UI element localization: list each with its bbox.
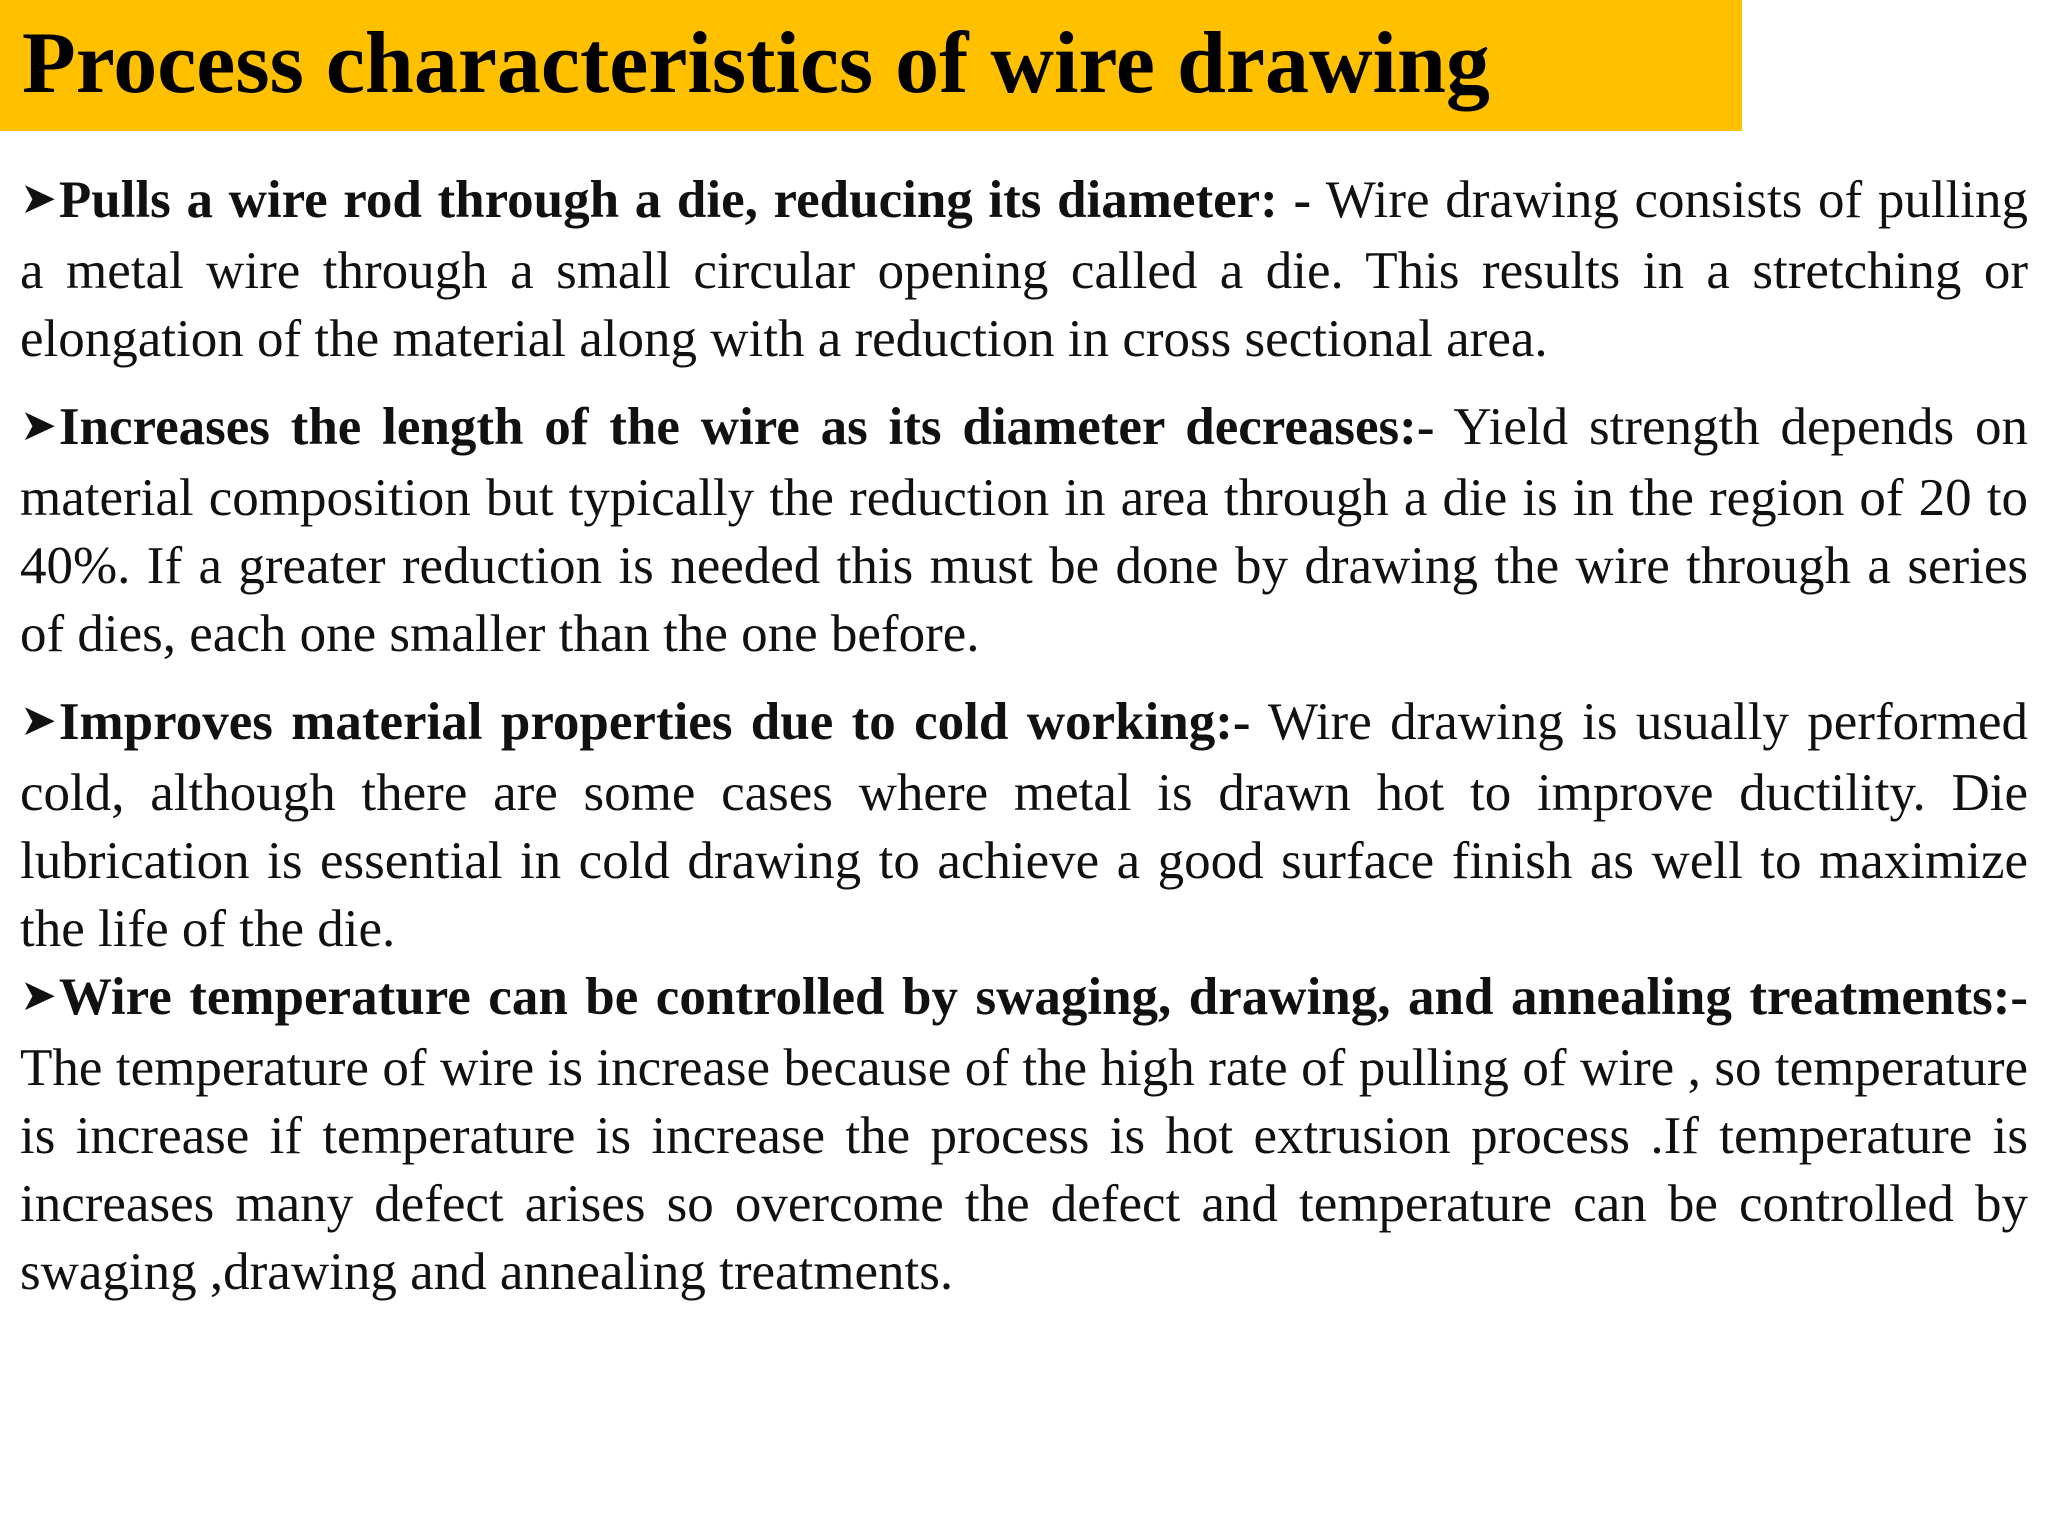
- bullet-body: The temperature of wire is increase because of the high rate of pulling of wire , so temperature is increase if temperature is increase the process is hot extrusion process .If temperature is increases many defect arises so overcome the defect and temperature can be controlled by swaging ,drawing and annealing treatments.: [20, 1039, 2028, 1301]
- bullet-item: [20, 963, 2028, 1306]
- bullet-body: Yield strength depends on material composition but typically the reduction in area through a die is in the region of 20 to 40%. If a greater reduction is needed this must be done by drawing the wire through a series of dies, each one smaller than the one before.: [20, 398, 2028, 663]
- arrowhead-bullet-icon: ➤: [20, 173, 57, 224]
- bullet-heading: Improves material properties due to cold working:-: [58, 693, 1251, 751]
- bullet-heading: Pulls a wire rod through a die, reducing its diameter: -: [58, 171, 1312, 229]
- bullet-heading: Increases the length of the wire as its diameter decreases:-: [58, 398, 1435, 456]
- bullet-item: [20, 688, 2028, 963]
- arrowhead-bullet-icon: ➤: [20, 400, 57, 451]
- bullet-item: [20, 166, 2028, 373]
- title-bar: [0, 0, 1742, 131]
- bullet-body: Wire drawing consists of pulling a metal wire through a small circular opening called a die. This results in a stretching or elongation of the material along with a reduction in cross sectional area.: [20, 171, 2028, 368]
- page-title: Process characteristics of wire drawing: [22, 15, 1490, 112]
- bullet-body: Wire drawing is usually performed cold, although there are some cases where metal is drawn hot to improve ductility. Die lubrication is essential in cold drawing to achieve a good surface finish as well to maximize the life of the die.: [20, 693, 2028, 958]
- bullet-list: [20, 166, 2028, 1306]
- arrowhead-bullet-icon: ➤: [20, 970, 57, 1021]
- arrowhead-bullet-icon: ➤: [20, 695, 57, 746]
- bullet-item: [20, 393, 2028, 668]
- bullet-heading: Wire temperature can be controlled by swaging, drawing, and annealing treatments:-: [58, 968, 2028, 1026]
